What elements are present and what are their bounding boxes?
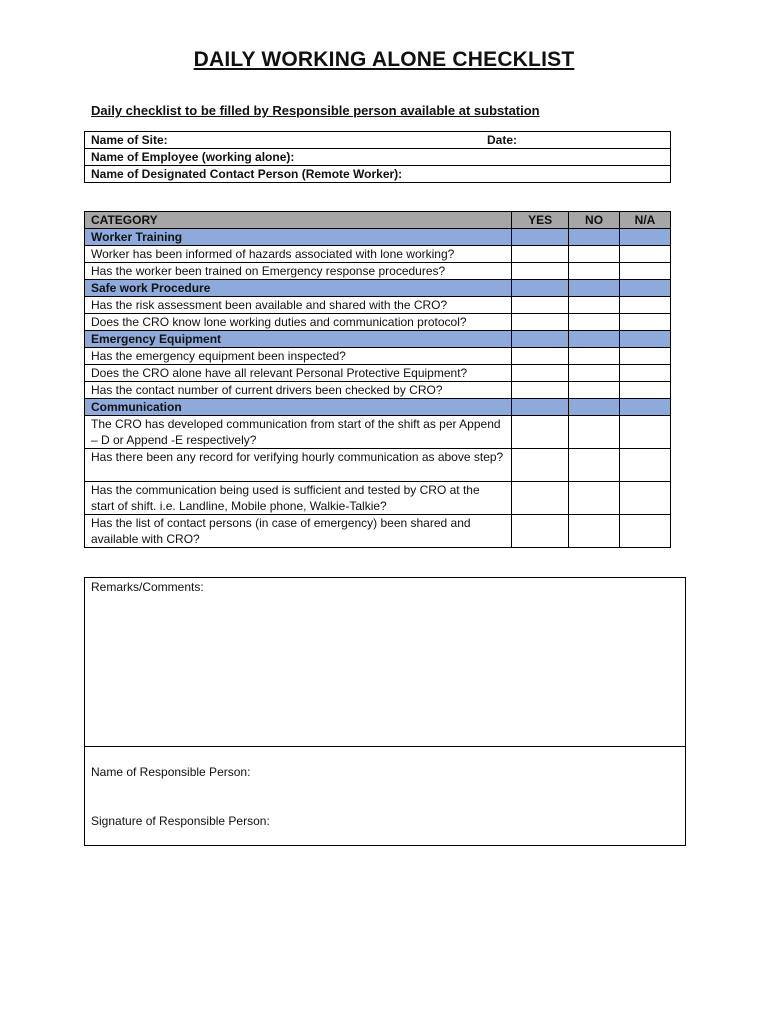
document-title: DAILY WORKING ALONE CHECKLIST — [193, 48, 575, 71]
category-header: CATEGORY — [85, 212, 512, 229]
question-text: The CRO has developed communication from start of the shift as per Append – D or Append -E respectively? — [85, 416, 512, 449]
employee-cell[interactable] — [85, 149, 671, 166]
yes-checkbox-cell[interactable] — [512, 246, 569, 263]
remarks-box[interactable] — [84, 577, 686, 747]
category-blank-cell — [569, 331, 620, 348]
yes-checkbox-cell[interactable] — [512, 482, 569, 515]
no-checkbox-cell[interactable] — [569, 416, 620, 449]
contact-label: Name of Designated Contact Person (Remote Worker): — [91, 167, 403, 181]
question-row — [85, 515, 671, 548]
info-table — [84, 131, 671, 183]
site-label: Name of Site: — [91, 133, 168, 147]
date-label: Date: — [487, 133, 518, 147]
no-checkbox-cell[interactable] — [569, 515, 620, 548]
no-checkbox-cell[interactable] — [569, 297, 620, 314]
category-label: Emergency Equipment — [85, 331, 512, 348]
na-checkbox-cell[interactable] — [620, 297, 671, 314]
na-checkbox-cell[interactable] — [620, 263, 671, 280]
responsible-signature-label[interactable]: Signature of Responsible Person: — [91, 814, 270, 828]
category-blank-cell — [620, 331, 671, 348]
employee-label: Name of Employee (working alone): — [91, 150, 295, 164]
question-row — [85, 297, 671, 314]
na-checkbox-cell[interactable] — [620, 314, 671, 331]
category-row — [85, 399, 671, 416]
question-row — [85, 263, 671, 280]
site-row — [85, 132, 671, 149]
no-checkbox-cell[interactable] — [569, 482, 620, 515]
document-subtitle: Daily checklist to be filled by Responsible person available at substation — [91, 103, 540, 118]
category-blank-cell — [512, 399, 569, 416]
yes-checkbox-cell[interactable] — [512, 263, 569, 280]
yes-header: YES — [512, 212, 569, 229]
question-row — [85, 416, 671, 449]
na-checkbox-cell[interactable] — [620, 515, 671, 548]
question-row — [85, 382, 671, 399]
na-checkbox-cell[interactable] — [620, 348, 671, 365]
na-checkbox-cell[interactable] — [620, 482, 671, 515]
question-text: Does the CRO know lone working duties and communication protocol? — [85, 314, 512, 331]
no-checkbox-cell[interactable] — [569, 348, 620, 365]
no-header: NO — [569, 212, 620, 229]
yes-checkbox-cell[interactable] — [512, 365, 569, 382]
question-row — [85, 348, 671, 365]
na-checkbox-cell[interactable] — [620, 416, 671, 449]
checklist-header-row — [85, 212, 671, 229]
no-checkbox-cell[interactable] — [569, 263, 620, 280]
yes-checkbox-cell[interactable] — [512, 416, 569, 449]
category-blank-cell — [569, 399, 620, 416]
checklist-table — [84, 211, 671, 548]
responsible-person-box — [84, 746, 686, 846]
responsible-name-label[interactable]: Name of Responsible Person: — [91, 765, 251, 779]
site-date-cell[interactable] — [85, 132, 671, 149]
question-text: Has the list of contact persons (in case of emergency) been shared and available with CRO? — [85, 515, 512, 548]
contact-cell[interactable] — [85, 166, 671, 183]
yes-checkbox-cell[interactable] — [512, 297, 569, 314]
yes-checkbox-cell[interactable] — [512, 348, 569, 365]
no-checkbox-cell[interactable] — [569, 449, 620, 482]
question-text: Has the worker been trained on Emergency response procedures? — [85, 263, 512, 280]
category-label: Worker Training — [85, 229, 512, 246]
category-blank-cell — [512, 280, 569, 297]
category-blank-cell — [512, 229, 569, 246]
question-text: Does the CRO alone have all relevant Personal Protective Equipment? — [85, 365, 512, 382]
category-blank-cell — [620, 229, 671, 246]
question-row — [85, 314, 671, 331]
yes-checkbox-cell[interactable] — [512, 449, 569, 482]
yes-checkbox-cell[interactable] — [512, 314, 569, 331]
checklist-body — [85, 229, 671, 548]
no-checkbox-cell[interactable] — [569, 314, 620, 331]
category-label: Safe work Procedure — [85, 280, 512, 297]
contact-row — [85, 166, 671, 183]
category-row — [85, 280, 671, 297]
question-row — [85, 365, 671, 382]
category-blank-cell — [620, 280, 671, 297]
question-row — [85, 449, 671, 482]
question-text: Has there been any record for verifying hourly communication as above step? — [85, 449, 512, 482]
question-text: Has the emergency equipment been inspected? — [85, 348, 512, 365]
na-checkbox-cell[interactable] — [620, 246, 671, 263]
question-text: Has the communication being used is sufficient and tested by CRO at the start of shift. i.e. Landline, Mobile phone, Walkie-Talkie? — [85, 482, 512, 515]
no-checkbox-cell[interactable] — [569, 246, 620, 263]
no-checkbox-cell[interactable] — [569, 365, 620, 382]
remarks-label: Remarks/Comments: — [91, 580, 204, 594]
category-row — [85, 229, 671, 246]
category-blank-cell — [569, 229, 620, 246]
question-text: Has the risk assessment been available and shared with the CRO? — [85, 297, 512, 314]
employee-row — [85, 149, 671, 166]
no-checkbox-cell[interactable] — [569, 382, 620, 399]
category-blank-cell — [512, 331, 569, 348]
category-blank-cell — [620, 399, 671, 416]
category-blank-cell — [569, 280, 620, 297]
na-header: N/A — [620, 212, 671, 229]
category-label: Communication — [85, 399, 512, 416]
question-text: Worker has been informed of hazards associated with lone working? — [85, 246, 512, 263]
question-row — [85, 482, 671, 515]
na-checkbox-cell[interactable] — [620, 382, 671, 399]
question-text: Has the contact number of current drivers been checked by CRO? — [85, 382, 512, 399]
question-row — [85, 246, 671, 263]
na-checkbox-cell[interactable] — [620, 449, 671, 482]
na-checkbox-cell[interactable] — [620, 365, 671, 382]
category-row — [85, 331, 671, 348]
yes-checkbox-cell[interactable] — [512, 515, 569, 548]
yes-checkbox-cell[interactable] — [512, 382, 569, 399]
